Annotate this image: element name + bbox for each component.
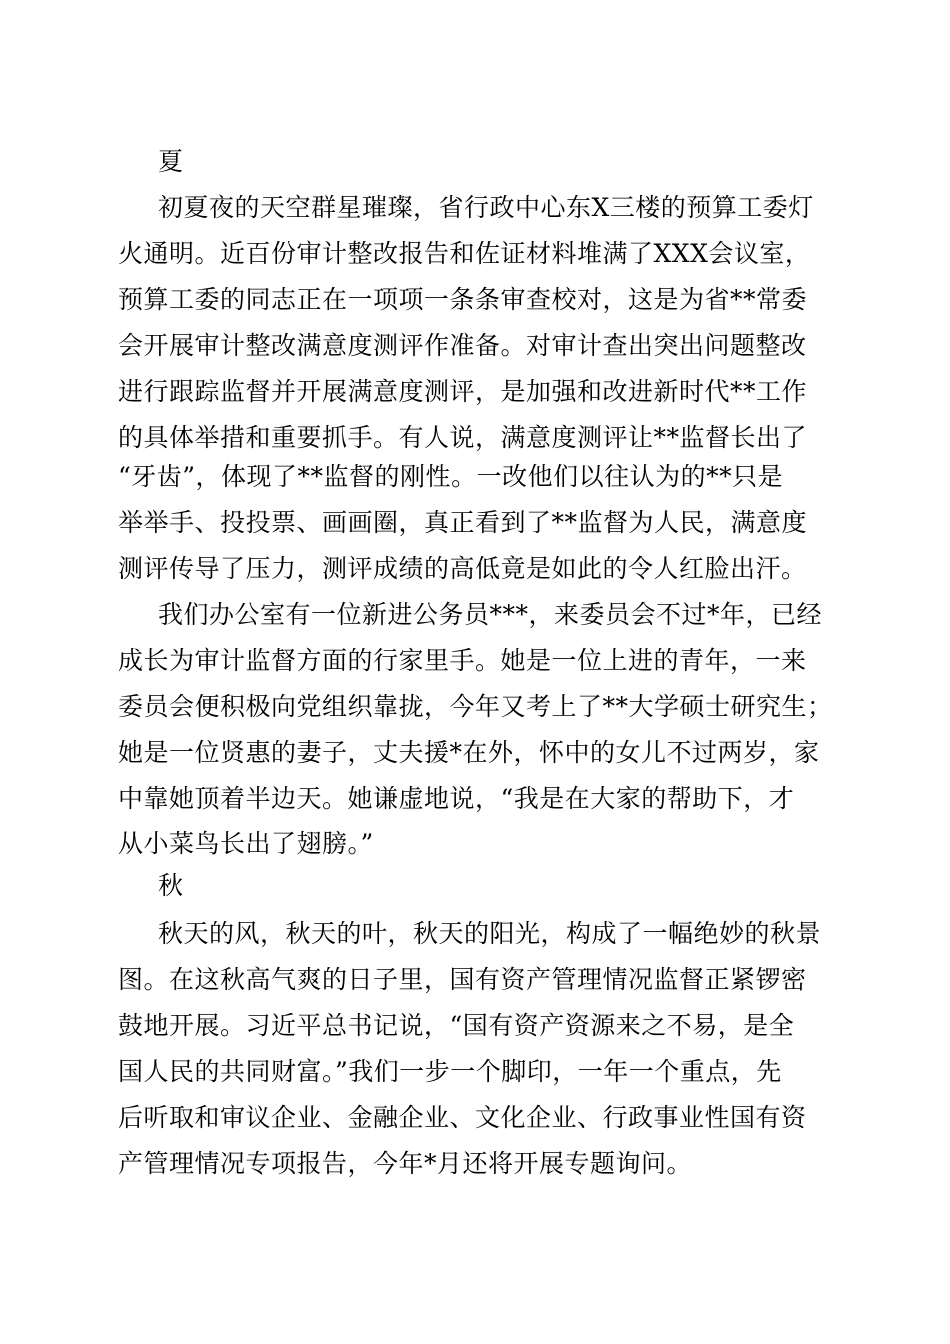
paragraph-line: 我们办公室有一位新进公务员***，来委员会不过*年，已经	[158, 600, 823, 629]
paragraph-line: 后听取和审议企业、金融企业、文化企业、行政事业性国有资	[118, 1103, 807, 1132]
paragraph-line: 火通明。近百份审计整改报告和佐证材料堆满了XXX会议室，	[118, 239, 811, 268]
paragraph-line: 初夏夜的天空群星璀璨，省行政中心东X三楼的预算工委灯	[158, 193, 814, 222]
paragraph-line: 从小菜鸟长出了翅膀。”	[118, 829, 374, 858]
paragraph-line: 产管理情况专项报告，今年*月还将开展专题询问。	[118, 1149, 693, 1178]
paragraph-line: “牙齿”，体现了**监督的刚性。一改他们以往认为的**只是	[118, 462, 784, 491]
paragraph-line: 图。在这秋高气爽的日子里，国有资产管理情况监督正紧锣密	[118, 965, 807, 994]
paragraph-line: 她是一位贤惠的妻子，丈夫援*在外，怀中的女儿不过两岁，家	[118, 738, 820, 767]
paragraph-line: 举举手、投投票、画画圈，真正看到了**监督为人民，满意度	[118, 508, 808, 537]
paragraph-line: 委员会便积极向党组织靠拢，今年又考上了**大学硕士研究生；	[118, 692, 833, 721]
paragraph-line: 进行跟踪监督并开展满意度测评，是加强和改进新时代**工作	[118, 377, 808, 406]
paragraph-line: 的具体举措和重要抓手。有人说，满意度测评让**监督长出了	[118, 423, 808, 452]
paragraph-line: 国人民的共同财富。”我们一步一个脚印，一年一个重点，先	[118, 1057, 782, 1086]
paragraph-line: 会开展审计整改满意度测评作准备。对审计查出突出问题整改	[118, 331, 807, 360]
section-heading-autumn: 秋	[158, 871, 184, 900]
paragraph-line: 鼓地开展。习近平总书记说，“国有资产资源来之不易，是全	[118, 1011, 795, 1040]
paragraph-line: 预算工委的同志正在一项项一条条审查校对，这是为省**常委	[118, 285, 808, 314]
section-heading-summer: 夏	[158, 147, 184, 176]
paragraph-line: 测评传导了压力，测评成绩的高低竟是如此的令人红脸出汗。	[118, 554, 807, 583]
paragraph-line: 中靠她顶着半边天。她谦虚地说，“我是在大家的帮助下，才	[118, 784, 795, 813]
paragraph-line: 成长为审计监督方面的行家里手。她是一位上进的青年，一来	[118, 646, 807, 675]
paragraph-line: 秋天的风，秋天的叶，秋天的阳光，构成了一幅绝妙的秋景	[158, 919, 822, 948]
